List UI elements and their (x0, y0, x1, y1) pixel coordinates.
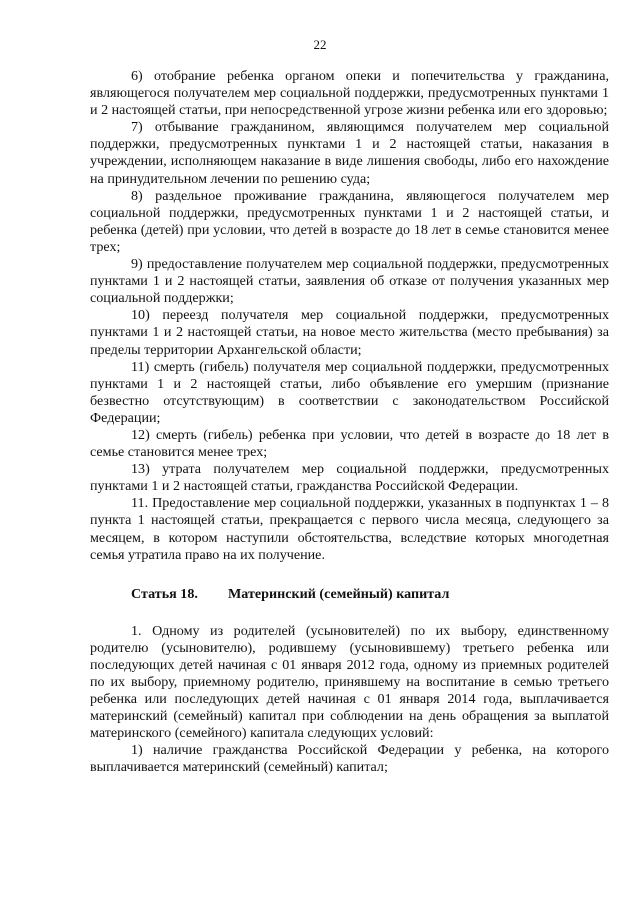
article-clause-1: 1. Одному из родителей (усыновителей) по их выбору, единственному родителю (усыновителю), родившему (усыновившему) третьего ребенка или последующих детей начиная с 01 января 2012 года, одному из приемных родителей по их выбору, приемному родителю, принявшему на воспитание в семью третьего ребенка или последующих детей начиная с 01 января 2014 года, выплачивается материнский (семейный) капитал при соблюдении на день обращения за выплатой материнского (семейного) капитала следующих условий: (90, 622, 609, 742)
list-item-13: 13) утрата получателем мер социальной поддержки, предусмотренных пунктами 1 и 2 настоящей статьи, гражданства Российской Федерации. (90, 461, 609, 495)
article-number: Статья 18. (131, 585, 198, 602)
list-item-12: 12) смерть (гибель) ребенка при условии, что детей в возрасте до 18 лет в семье становится менее трех; (90, 426, 609, 461)
document-body (90, 68, 609, 777)
list-item-8: 8) раздельное проживание гражданина, являющегося получателем мер социальной поддержки, предусмотренных пунктами 1 и 2 настоящей статьи, и ребенка (детей) при условии, что детей в возрасте до 18 лет в семье становится менее трех; (90, 187, 609, 255)
article-condition-1: 1) наличие гражданства Российской Федерации у ребенка, на которого выплачивается материнский (семейный) капитал; (90, 742, 609, 776)
article-title: Материнский (семейный) капитал (228, 585, 450, 602)
list-item-9: 9) предоставление получателем мер социальной поддержки, предусмотренных пунктами 1 и 2 настоящей статьи, заявления об отказе от получения указанных мер социальной поддержки; (90, 256, 609, 307)
list-item-11: 11) смерть (гибель) получателя мер социальной поддержки, предусмотренных пунктами 1 и 2 настоящей статьи, либо объявление его умершим (признание безвестно отсутствующим) в соответствии с законодательством Российской Федерации; (90, 358, 609, 426)
clause-11: 11. Предоставление мер социальной поддержки, указанных в подпунктах 1 – 8 пункта 1 настоящей статьи, прекращается с первого числа месяца, следующего за месяцем, в котором наступили обстоятельства, вследствие которых многодетная семья утратила право на их получение. (90, 495, 609, 563)
article-heading (90, 586, 609, 603)
list-item-6: 6) отобрание ребенка органом опеки и попечительства у гражданина, являющегося получателем мер социальной поддержки, предусмотренных пунктами 1 и 2 настоящей статьи, при непосредственной угрозе жизни ребенка или его здоровью; (90, 68, 609, 119)
list-item-7: 7) отбывание гражданином, являющимся получателем мер социальной поддержки, предусмотренных пунктами 1 и 2 настоящей статьи, наказания в учреждении, исполняющем наказание в виде лишения свободы, либо его нахождение на принудительном лечении по решению суда; (90, 119, 609, 187)
list-item-10: 10) переезд получателя мер социальной поддержки, предусмотренных пунктами 1 и 2 настоящей статьи, на новое место жительства (место пребывания) за пределы территории Архангельской области; (90, 307, 609, 358)
page-number: 22 (313, 37, 327, 52)
